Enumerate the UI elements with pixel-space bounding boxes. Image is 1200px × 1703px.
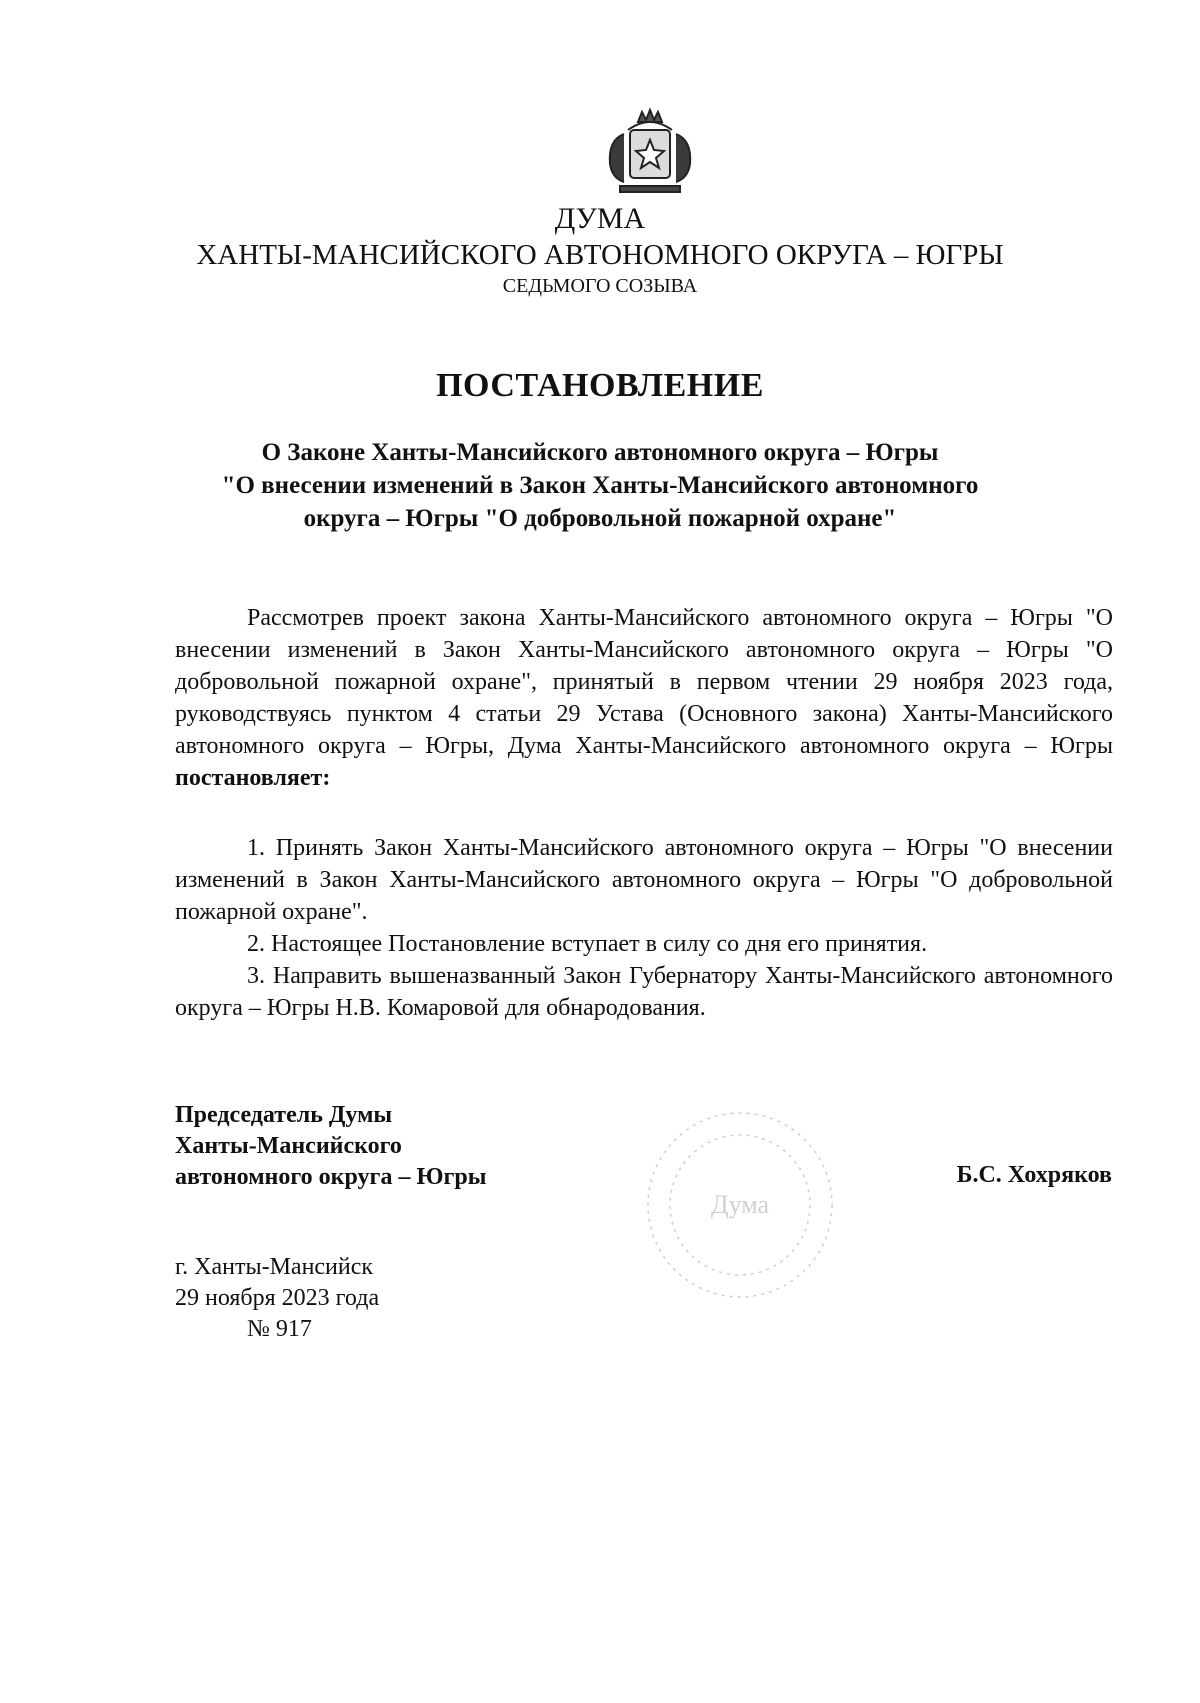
official-seal-stamp [640,1105,840,1305]
document-type-title: ПОСТАНОВЛЕНИЕ [436,367,764,404]
document-number: № 917 [247,1316,312,1342]
subject-line: округа – Югры "О добровольной пожарной охране" [303,505,897,532]
preamble-text: Рассмотрев проект закона Ханты-Мансийского автономного округа – Югры "О внесении изменений в Закон Ханты-Мансийского автономного округа – Югры "О добровольной пожарной охране", принятый в первом чтении 29 ноября 2023 года, руководствуясь пунктом 4 статьи 29 Устава (Основного закона) Ханты-Мансийского автономного округа – Югры, Дума Ханты-Мансийского автономного округа – Югры [175,605,1113,759]
signatory-title-line: Ханты-Мансийского [175,1133,402,1159]
signatory-title [175,1100,486,1193]
resolution-item: 3. Направить вышеназванный Закон Губернатору Ханты-Мансийского автономного округа – Югры Н.В. Комаровой для обнародования. [175,963,1113,1021]
coat-of-arms-emblem-icon [590,100,710,200]
resolution-item: 2. Настоящее Постановление вступает в силу со дня его принятия. [247,931,928,957]
issuing-body-name: ДУМА [554,202,646,235]
issue-date: 29 ноября 2023 года [175,1285,380,1311]
subject-line: "О внесении изменений в Закон Ханты-Мансийского автономного [221,472,979,499]
convocation-label: СЕДЬМОГО СОЗЫВА [502,275,698,297]
signatory-name: Б.С. Хохряков [956,1162,1112,1188]
svg-text:Дума: Дума [710,1190,770,1219]
resolution-item: 1. Принять Закон Ханты-Мансийского автономного округа – Югры "О внесении изменений в Закон Ханты-Мансийского автономного округа – Югры "О добровольной пожарной охране". [175,835,1113,925]
signatory-title-line: автономного округа – Югры [175,1164,487,1190]
preamble-paragraph [175,602,1113,794]
decision-word: постановляет: [175,765,331,791]
subject-line: О Законе Ханты-Мансийского автономного округа – Югры [261,439,939,466]
issue-city: г. Ханты-Мансийск [175,1254,374,1280]
organization-name: ХАНТЫ-МАНСИЙСКОГО АВТОНОМНОГО ОКРУГА – ЮГРЫ [196,239,1004,271]
document-subject [150,436,1050,535]
document-details [175,1252,379,1345]
signatory-title-line: Председатель Думы [175,1102,393,1128]
resolution-items [175,832,1113,1024]
